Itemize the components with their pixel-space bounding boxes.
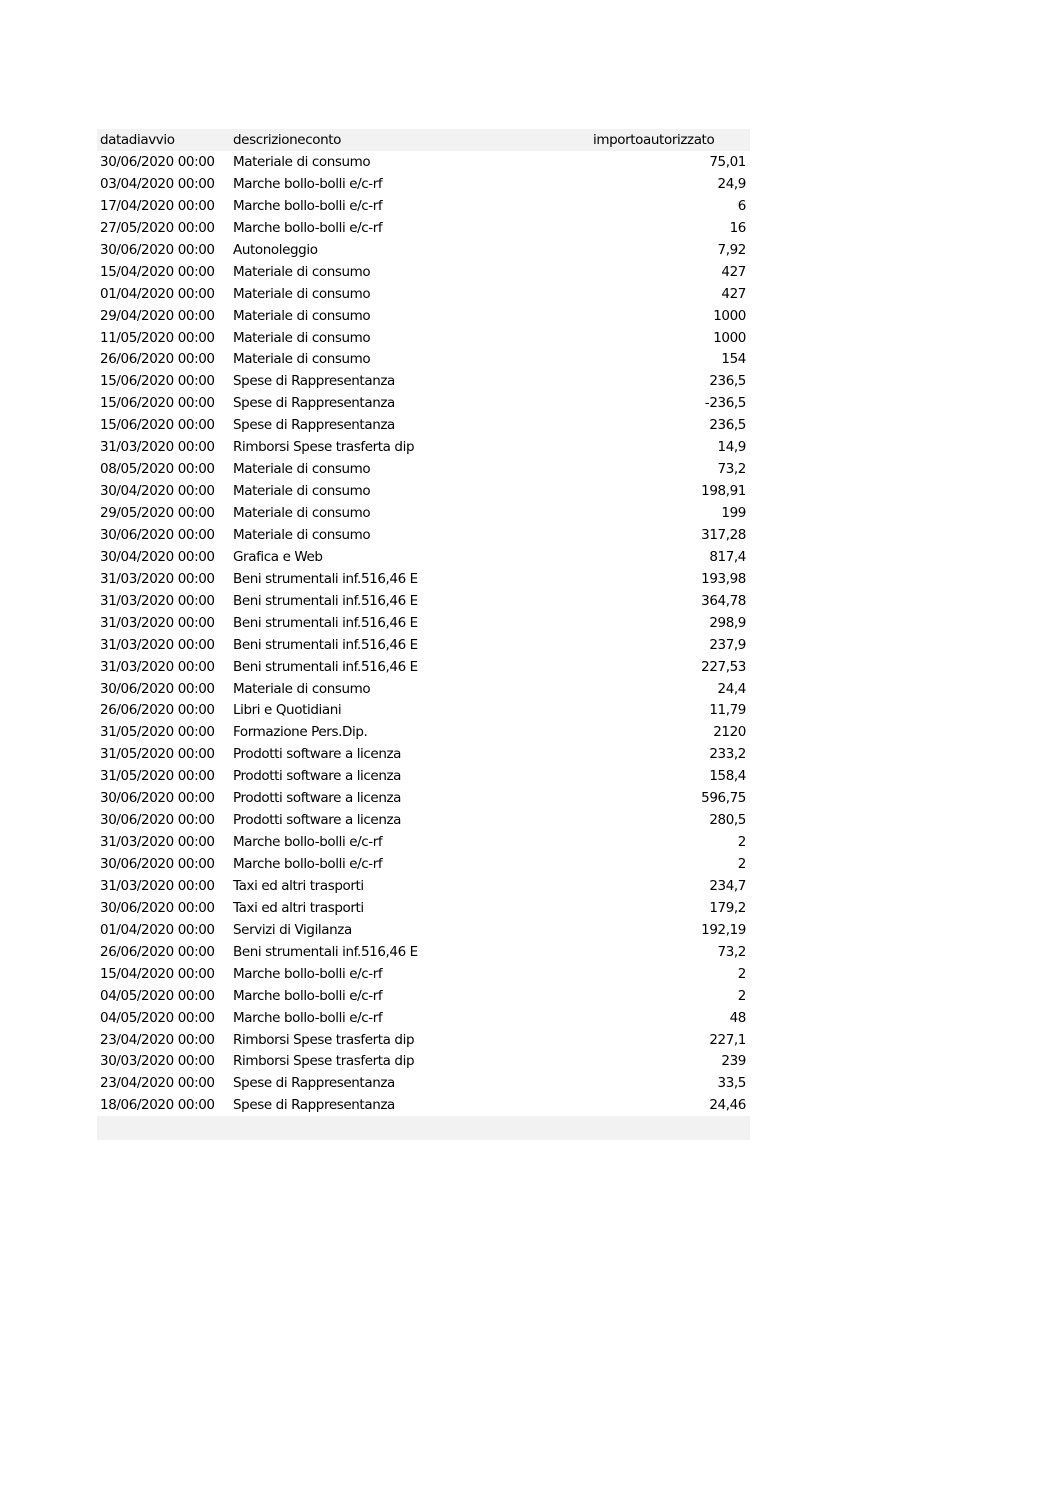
- cell-date: 26/06/2020 00:00: [100, 351, 215, 368]
- cell-amount: 236,5: [709, 373, 746, 390]
- cell-amount: 14,9: [717, 439, 746, 456]
- cell-date: 29/05/2020 00:00: [100, 505, 215, 521]
- table-row: [97, 897, 750, 919]
- table-row: [97, 414, 750, 436]
- table-row: [97, 1094, 750, 1116]
- table-row: [97, 699, 750, 721]
- cell-description: Taxi ed altri trasporti: [233, 877, 364, 894]
- cell-description: Marche bollo-bolli e/c-rf: [233, 965, 383, 982]
- cell-amount: 158,4: [709, 768, 746, 785]
- cell-date: 31/03/2020 00:00: [100, 570, 215, 587]
- cell-date: 15/04/2020 00:00: [100, 965, 215, 982]
- table-row: [97, 634, 750, 656]
- cell-date: 30/06/2020 00:00: [100, 680, 215, 697]
- table-body: [97, 151, 750, 1116]
- cell-date: 31/05/2020 00:00: [100, 746, 215, 763]
- cell-date: 30/06/2020 00:00: [100, 899, 215, 916]
- cell-description: Marche bollo-bolli e/c-rf: [233, 175, 383, 192]
- cell-description: Beni strumentali inf.516,46 E: [233, 592, 418, 609]
- table-row: [97, 963, 750, 985]
- cell-amount: 2120: [713, 724, 746, 741]
- cell-amount: 198,91: [701, 483, 746, 500]
- table-row: [97, 612, 750, 634]
- cell-amount: 7,92: [717, 241, 746, 258]
- table-row: [97, 809, 750, 831]
- cell-amount: 6: [737, 197, 746, 214]
- cell-amount: 16: [729, 219, 746, 236]
- table-row: [97, 831, 750, 853]
- cell-date: 26/06/2020 00:00: [100, 943, 215, 960]
- cell-description: Prodotti software a licenza: [233, 768, 402, 785]
- cell-description: Marche bollo-bolli e/c-rf: [233, 987, 383, 1004]
- cell-date: 30/04/2020 00:00: [100, 483, 215, 500]
- cell-date: 23/04/2020 00:00: [100, 1075, 215, 1092]
- cell-amount: 427: [721, 263, 746, 280]
- cell-amount: 24,9: [717, 175, 746, 192]
- cell-date: 04/05/2020 00:00: [100, 1009, 215, 1026]
- cell-amount: 227,1: [709, 1031, 746, 1048]
- cell-amount: 239: [721, 1053, 746, 1070]
- cell-date: 04/05/2020 00:00: [100, 987, 215, 1004]
- cell-description: Spese di Rappresentanza: [233, 417, 395, 434]
- cell-date: 31/03/2020 00:00: [100, 439, 215, 456]
- table-row: [97, 765, 750, 787]
- cell-amount: 236,5: [709, 417, 746, 434]
- table-row: [97, 875, 750, 897]
- cell-date: 30/06/2020 00:00: [100, 790, 215, 807]
- table-row: [97, 678, 750, 700]
- table-row: [97, 370, 750, 392]
- cell-description: Spese di Rappresentanza: [233, 373, 395, 390]
- cell-description: Beni strumentali inf.516,46 E: [233, 614, 418, 631]
- cell-date: 31/03/2020 00:00: [100, 658, 215, 675]
- cell-amount: 33,5: [717, 1075, 746, 1092]
- table-row: [97, 919, 750, 941]
- cell-amount: 2: [737, 856, 746, 872]
- cell-amount: 2: [737, 834, 746, 851]
- cell-description: Rimborsi Spese trasferta dip: [233, 1053, 415, 1070]
- table-row: [97, 283, 750, 305]
- cell-amount: 192,19: [701, 921, 746, 938]
- table-row: [97, 656, 750, 678]
- cell-amount: 11,79: [709, 702, 746, 719]
- cell-description: Prodotti software a licenza: [233, 790, 402, 807]
- cell-date: 31/03/2020 00:00: [100, 834, 215, 851]
- expense-table: [97, 129, 750, 1140]
- table-row: [97, 1050, 750, 1072]
- table-row: [97, 195, 750, 217]
- cell-date: 01/04/2020 00:00: [100, 285, 215, 302]
- cell-amount: 227,53: [701, 658, 746, 675]
- table-row: [97, 217, 750, 239]
- cell-date: 30/06/2020 00:00: [100, 856, 215, 872]
- table-row: [97, 173, 750, 195]
- cell-description: Taxi ed altri trasporti: [233, 899, 364, 916]
- table-row: [97, 458, 750, 480]
- cell-amount: 237,9: [709, 636, 746, 653]
- cell-amount: 75,01: [709, 154, 746, 170]
- cell-description: Materiale di consumo: [233, 680, 371, 697]
- cell-amount: -236,5: [704, 395, 746, 412]
- cell-description: Materiale di consumo: [233, 263, 371, 280]
- cell-amount: 193,98: [701, 570, 746, 587]
- cell-description: Rimborsi Spese trasferta dip: [233, 439, 415, 456]
- cell-description: Spese di Rappresentanza: [233, 1075, 395, 1092]
- cell-date: 31/05/2020 00:00: [100, 724, 215, 741]
- column-header-amount: importoautorizzato: [593, 132, 715, 148]
- cell-description: Beni strumentali inf.516,46 E: [233, 658, 418, 675]
- table-row: [97, 546, 750, 568]
- cell-description: Materiale di consumo: [233, 154, 371, 170]
- table-row: [97, 502, 750, 524]
- table-row: [97, 151, 750, 173]
- cell-description: Materiale di consumo: [233, 526, 371, 543]
- cell-date: 15/04/2020 00:00: [100, 263, 215, 280]
- table-row: [97, 590, 750, 612]
- cell-date: 30/06/2020 00:00: [100, 154, 215, 170]
- cell-date: 31/03/2020 00:00: [100, 614, 215, 631]
- cell-amount: 817,4: [709, 548, 746, 565]
- cell-description: Materiale di consumo: [233, 351, 371, 368]
- table-footer: [97, 1116, 750, 1140]
- table-row: [97, 568, 750, 590]
- cell-description: Marche bollo-bolli e/c-rf: [233, 219, 383, 236]
- cell-date: 01/04/2020 00:00: [100, 921, 215, 938]
- table-header: [97, 129, 750, 151]
- cell-date: 15/06/2020 00:00: [100, 417, 215, 434]
- cell-amount: 2: [737, 987, 746, 1004]
- cell-amount: 364,78: [701, 592, 746, 609]
- cell-description: Prodotti software a licenza: [233, 812, 402, 829]
- cell-description: Marche bollo-bolli e/c-rf: [233, 834, 383, 851]
- cell-description: Materiale di consumo: [233, 505, 371, 521]
- cell-description: Marche bollo-bolli e/c-rf: [233, 197, 383, 214]
- cell-date: 11/05/2020 00:00: [100, 329, 215, 346]
- cell-description: Marche bollo-bolli e/c-rf: [233, 1009, 383, 1026]
- cell-amount: 2: [737, 965, 746, 982]
- cell-date: 30/03/2020 00:00: [100, 1053, 215, 1070]
- cell-amount: 154: [721, 351, 746, 368]
- cell-date: 30/04/2020 00:00: [100, 548, 215, 565]
- cell-amount: 24,4: [717, 680, 746, 697]
- cell-amount: 427: [721, 285, 746, 302]
- table-row: [97, 721, 750, 743]
- cell-description: Materiale di consumo: [233, 329, 371, 346]
- table-row: [97, 985, 750, 1007]
- cell-amount: 233,2: [709, 746, 746, 763]
- table-row: [97, 1007, 750, 1029]
- cell-date: 27/05/2020 00:00: [100, 219, 215, 236]
- cell-date: 17/04/2020 00:00: [100, 197, 215, 214]
- cell-date: 31/03/2020 00:00: [100, 592, 215, 609]
- cell-description: Spese di Rappresentanza: [233, 395, 395, 412]
- cell-amount: 73,2: [717, 461, 746, 478]
- cell-amount: 234,7: [709, 877, 746, 894]
- cell-amount: 179,2: [709, 899, 746, 916]
- cell-date: 31/03/2020 00:00: [100, 877, 215, 894]
- cell-description: Materiale di consumo: [233, 461, 371, 478]
- column-header-date: datadiavvio: [100, 132, 175, 148]
- cell-date: 29/04/2020 00:00: [100, 307, 215, 324]
- table-row: [97, 524, 750, 546]
- cell-description: Formazione Pers.Dip.: [233, 724, 368, 741]
- cell-description: Grafica e Web: [233, 548, 323, 565]
- table-row: [97, 305, 750, 327]
- cell-description: Rimborsi Spese trasferta dip: [233, 1031, 415, 1048]
- cell-date: 30/06/2020 00:00: [100, 812, 215, 829]
- cell-date: 08/05/2020 00:00: [100, 461, 215, 478]
- cell-date: 18/06/2020 00:00: [100, 1097, 215, 1114]
- table-row: [97, 1072, 750, 1094]
- cell-amount: 24,46: [709, 1097, 746, 1114]
- cell-amount: 280,5: [709, 812, 746, 829]
- cell-description: Libri e Quotidiani: [233, 702, 342, 719]
- cell-date: 31/03/2020 00:00: [100, 636, 215, 653]
- table-row: [97, 327, 750, 349]
- cell-amount: 596,75: [701, 790, 746, 807]
- cell-description: Autonoleggio: [233, 241, 318, 258]
- cell-description: Materiale di consumo: [233, 307, 371, 324]
- table-row: [97, 348, 750, 370]
- cell-date: 15/06/2020 00:00: [100, 395, 215, 412]
- table-row: [97, 480, 750, 502]
- table-row: [97, 787, 750, 809]
- cell-description: Beni strumentali inf.516,46 E: [233, 636, 418, 653]
- table-row: [97, 436, 750, 458]
- table-row: [97, 261, 750, 283]
- cell-description: Marche bollo-bolli e/c-rf: [233, 856, 383, 872]
- cell-date: 26/06/2020 00:00: [100, 702, 215, 719]
- cell-description: Materiale di consumo: [233, 285, 371, 302]
- cell-amount: 1000: [713, 329, 746, 346]
- cell-amount: 199: [721, 505, 746, 521]
- cell-description: Spese di Rappresentanza: [233, 1097, 395, 1114]
- cell-description: Servizi di Vigilanza: [233, 921, 352, 938]
- cell-description: Materiale di consumo: [233, 483, 371, 500]
- cell-description: Beni strumentali inf.516,46 E: [233, 943, 418, 960]
- table-row: [97, 1029, 750, 1051]
- table-row: [97, 239, 750, 261]
- cell-date: 31/05/2020 00:00: [100, 768, 215, 785]
- cell-date: 23/04/2020 00:00: [100, 1031, 215, 1048]
- cell-date: 30/06/2020 00:00: [100, 241, 215, 258]
- cell-description: Prodotti software a licenza: [233, 746, 402, 763]
- table-row: [97, 392, 750, 414]
- cell-description: Beni strumentali inf.516,46 E: [233, 570, 418, 587]
- cell-date: 30/06/2020 00:00: [100, 526, 215, 543]
- table-row: [97, 853, 750, 875]
- table-row: [97, 743, 750, 765]
- column-header-description: descrizioneconto: [233, 132, 341, 148]
- table-row: [97, 941, 750, 963]
- cell-amount: 1000: [713, 307, 746, 324]
- cell-amount: 48: [729, 1009, 746, 1026]
- cell-date: 03/04/2020 00:00: [100, 175, 215, 192]
- cell-amount: 298,9: [709, 614, 746, 631]
- cell-amount: 317,28: [701, 526, 746, 543]
- cell-date: 15/06/2020 00:00: [100, 373, 215, 390]
- cell-amount: 73,2: [717, 943, 746, 960]
